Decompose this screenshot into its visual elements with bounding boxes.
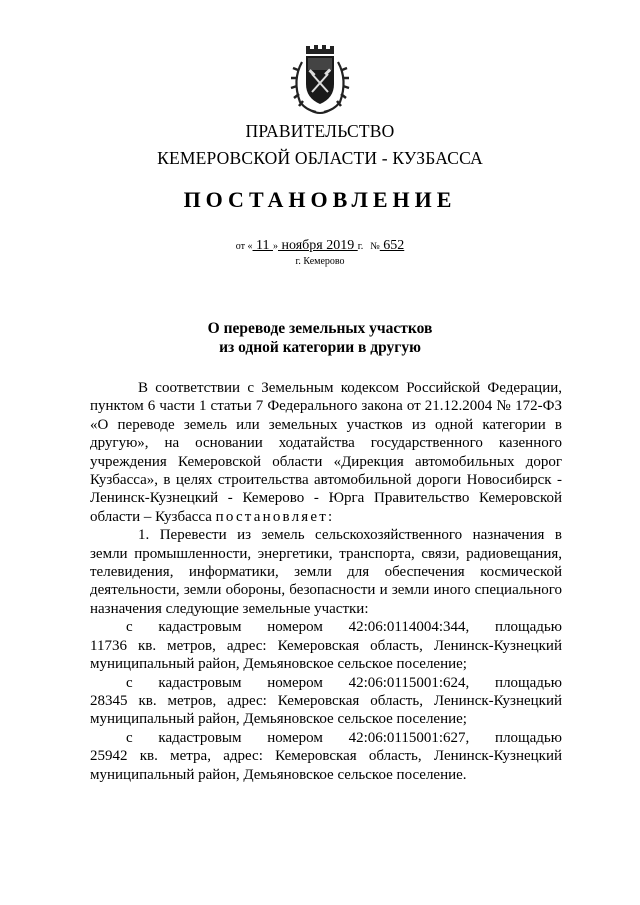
item1-line: земли промышленности, энергетики, транспорта, связи, радиовещания, xyxy=(90,545,562,562)
cadastral-number: 42:06:0114004:344, xyxy=(348,619,470,636)
intro-line: пунктом 6 части 1 статьи 7 Федерального закона от 21.12.2004 № 172-ФЗ xyxy=(90,398,562,415)
intro-last-prefix: области – Кузбасса xyxy=(90,508,216,525)
document-city: г. Кемерово xyxy=(295,256,345,267)
date-quote-close: » xyxy=(272,241,278,252)
parcel-word: номером xyxy=(267,674,323,691)
government-name-line1: ПРАВИТЕЛЬСТВО xyxy=(245,121,395,141)
item1-line: 1. Перевести из земель сельскохозяйственного назначения в xyxy=(138,527,562,544)
parcel-second-line: 28345 кв. метров, адрес: Кемеровская область, Ленинск-Кузнецкий xyxy=(90,692,562,709)
parcel-word: кадастровым xyxy=(158,674,242,691)
document-body xyxy=(90,379,562,784)
parcel-first-line xyxy=(90,729,562,747)
date-prefix: от « xyxy=(235,241,253,252)
subject-line2: из одной категории в другую xyxy=(219,339,421,356)
parcel-word: с xyxy=(126,619,133,636)
parcel-first-line xyxy=(90,674,562,692)
parcel-word: с xyxy=(126,674,133,691)
parcel-word: площадью xyxy=(495,619,562,636)
parcel-third-line: муниципальный район, Демьяновское сельское поселение. xyxy=(90,766,467,783)
parcel-word: площадью xyxy=(495,674,562,691)
item1-line: телевидения, информатики, земли для обеспечения космической xyxy=(90,564,562,581)
item1-line: деятельности, земли обороны, безопасности и земли иного специального xyxy=(90,582,562,599)
document-subject xyxy=(0,319,640,357)
parcel-word: номером xyxy=(267,729,323,746)
intro-last-line xyxy=(90,508,562,526)
parcel-word: кадастровым xyxy=(158,729,242,746)
government-name-line2: КЕМЕРОВСКОЙ ОБЛАСТИ - КУЗБАССА xyxy=(157,148,483,168)
kuzbass-coat-of-arms-icon xyxy=(288,40,352,116)
item1-last-line: назначения следующие земельные участки: xyxy=(90,600,369,617)
parcel-word: с xyxy=(126,729,133,746)
item1-paragraph xyxy=(90,526,562,618)
parcel-item xyxy=(90,674,562,729)
subject-line1: О переводе земельных участков xyxy=(207,320,433,337)
parcel-word: кадастровым xyxy=(158,619,242,636)
parcel-first-line xyxy=(90,618,562,636)
document-dateline xyxy=(0,238,640,254)
document-type-title: ПОСТАНОВЛЕНИЕ xyxy=(183,187,457,212)
number-sign: № xyxy=(370,241,380,252)
parcel-item xyxy=(90,729,562,784)
cadastral-number: 42:06:0115001:627, xyxy=(348,729,470,746)
date-year-suffix: г. xyxy=(357,241,364,252)
intro-line: другую», на основании ходатайства государственного казенного xyxy=(90,435,562,452)
parcel-word: номером xyxy=(267,619,323,636)
parcel-third-line: муниципальный район, Демьяновское сельское поселение; xyxy=(90,711,467,728)
parcel-word: площадью xyxy=(495,729,562,746)
parcel-second-line: 25942 кв. метра, адрес: Кемеровская область, Ленинск-Кузнецкий xyxy=(90,748,562,765)
parcel-item xyxy=(90,618,562,673)
date-month-year: ноября 2019 xyxy=(277,238,358,253)
date-day: 11 xyxy=(252,238,273,253)
parcel-second-line: 11736 кв. метров, адрес: Кемеровская область, Ленинск-Кузнецкий xyxy=(90,637,562,654)
intro-line: «О переводе земель или земельных участков из одной категории в xyxy=(90,416,562,433)
document-number: 652 xyxy=(379,238,405,253)
intro-line: учреждения Кемеровской области «Дирекция автомобильных дорог xyxy=(90,453,562,470)
intro-line: Ленинск-Кузнецкий - Кемерово - Юрга Правительство Кемеровской xyxy=(90,490,562,507)
intro-paragraph xyxy=(90,379,562,526)
intro-line: Кузбасса», в целях строительства автомобильной дороги Новосибирск - xyxy=(90,472,562,489)
resolves-word: постановляет: xyxy=(215,508,335,525)
intro-line: В соответствии с Земельным кодексом Российской Федерации, xyxy=(138,380,562,396)
parcel-third-line: муниципальный район, Демьяновское сельское поселение; xyxy=(90,656,467,673)
cadastral-number: 42:06:0115001:624, xyxy=(348,674,470,691)
